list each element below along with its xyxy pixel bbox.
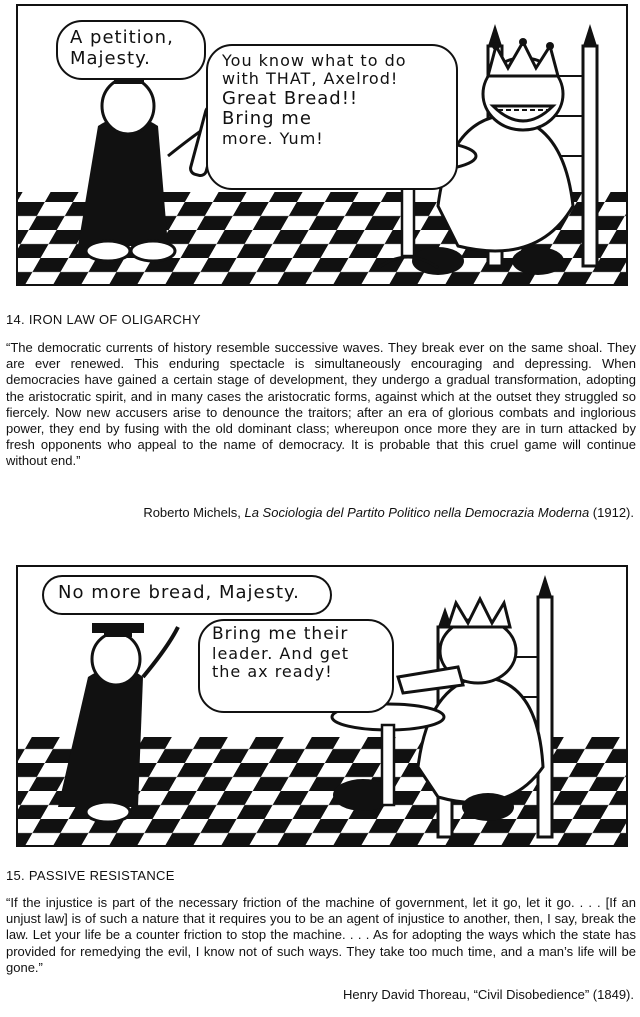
section-title-passive-resistance: 15. PASSIVE RESISTANCE xyxy=(6,868,175,883)
speech-bubble-courtier xyxy=(56,20,206,80)
attribution-author: Roberto Michels, xyxy=(143,505,241,520)
attribution-michels xyxy=(143,505,634,520)
quote-thoreau: “If the injustice is part of the necessary friction of the machine of government, let it go, let it go. . . . [If an unjust law] is of such a nature that it requires you to be an agent of injustice to another, then, I say, break the law. Let your life be a counter friction to stop the machine. . . . As for adopting the ways which the state has provided for remedying the evil, I know not of such ways. They take too much time, and a man’s life will be gone.” xyxy=(6,895,636,975)
cartoon-panel-no-more-bread xyxy=(16,565,628,847)
attribution-work-title: La Sociologia del Partito Politico nella Democrazia Moderna xyxy=(244,505,590,520)
speech-line: more. Yum! xyxy=(222,129,324,149)
attribution-thoreau: Henry David Thoreau, “Civil Disobedience” (1849). xyxy=(343,987,634,1002)
speech-line: You know what to do xyxy=(222,51,407,70)
cartoon-panel-petition xyxy=(16,4,628,286)
quote-michels: “The democratic currents of history resemble successive waves. They break ever on the same shoal. They are ever renewed. This enduring spectacle is simultaneously encouraging and depressing. When democracies have gained a certain stage of development, they undergo a gradual transformation, adopting the aristocratic spirit, and in many cases the aristocratic forms, against which at the outset they struggled so fiercely. Now new accusers arise to denounce the traitors; after an era of glorious combats and inglorious power, they end by fusing with the old dominant class; whereupon once more they are in turn attacked by fresh opponents who appeal to the name of democracy. It is probable that this cruel game will continue without end.” xyxy=(6,340,636,469)
speech-line: Majesty. xyxy=(70,47,151,69)
section-title-iron-law: 14. IRON LAW OF OLIGARCHY xyxy=(6,312,201,327)
speech-line: the ax ready! xyxy=(212,661,333,681)
speech-line: Great Bread!! xyxy=(222,87,359,109)
speech-line: Bring me xyxy=(222,108,312,130)
speech-bubble-courtier xyxy=(42,575,332,615)
speech-line: Bring me their xyxy=(212,624,349,644)
speech-bubble-king xyxy=(206,44,458,190)
speech-line: with THAT, Axelrod! xyxy=(222,69,399,89)
speech-line: leader. And get xyxy=(212,643,349,663)
speech-line: No more bread, Majesty. xyxy=(58,582,300,603)
speech-line: A petition, xyxy=(70,27,174,48)
attribution-year: (1912). xyxy=(592,505,634,520)
speech-bubble-king xyxy=(198,619,394,713)
